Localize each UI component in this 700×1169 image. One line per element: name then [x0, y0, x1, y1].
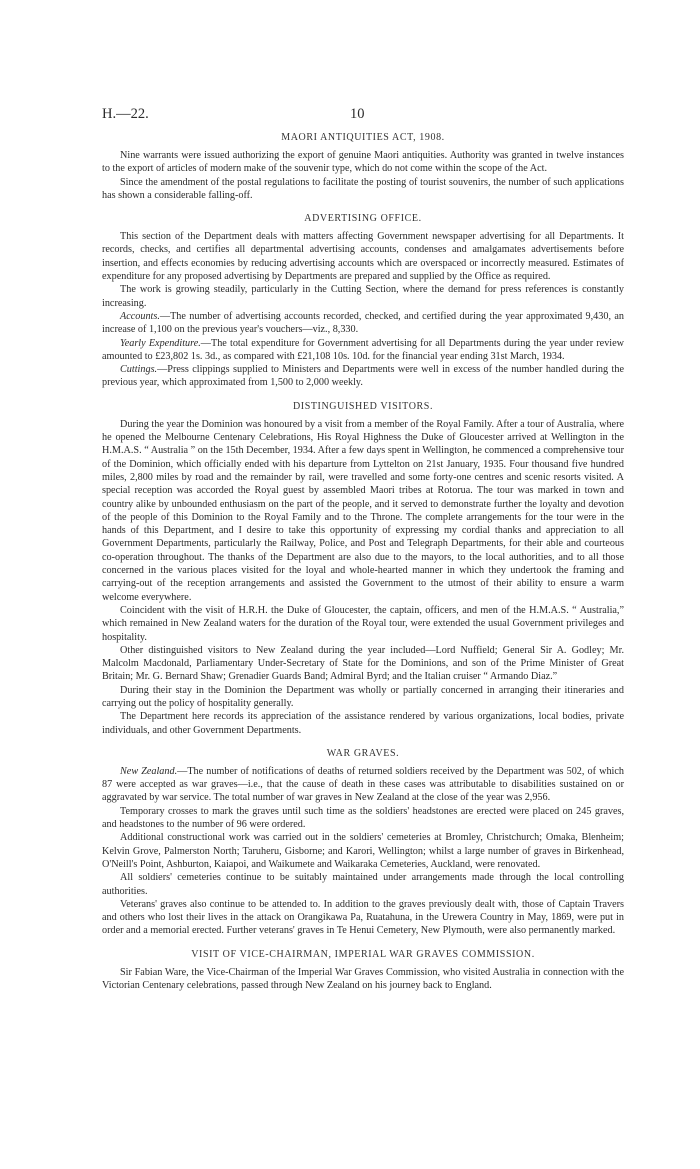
paragraph-text: Additional constructional work was carried out in the soldiers' cemeteries at Bromley, Christchurch; Omaka, Blenheim; Kelvin Grove, Palmerston North; Taruheru, Gisborne; and Karori, Wellington; whilst a large number of graves in Birkenhead, O'Neill's Point, Ashburton, Kaiapoi, and Waikumete and Waikaraka Cemeteries, Auckland, were renovated. [102, 832, 624, 870]
paragraph-lead: New Zealand. [120, 765, 178, 777]
document-body [102, 132, 624, 992]
paragraph [102, 644, 624, 684]
paragraph-text: Other distinguished visitors to New Zealand during the year included—Lord Nuffield; General Sir A. Godley; Mr. Malcolm Macdonald, Parliamentary Under-Secretary of State for the Dominions, and son of the Prime Minister of Great Britain; Mr. G. Bernard Shaw; Grenadier Guards Band; Admiral Byrd; and the Italian cruiser “ Armando Diaz.” [102, 644, 624, 683]
paragraph [102, 805, 624, 832]
paragraph-text: —The total expenditure for Government advertising for all Departments during the year under review amounted to £23,802 1s. 3d., as compared with £21,108 10s. 10d. for the financial year ending 31st March, 1934. [102, 337, 624, 362]
section-heading: WAR GRAVES. [326, 747, 400, 759]
page-number: 10 [350, 106, 365, 122]
section-heading: MAORI ANTIQUITIES ACT, 1908. [281, 132, 445, 143]
paragraph [102, 230, 624, 283]
paragraph [102, 604, 624, 644]
section-heading: VISIT OF VICE-CHAIRMAN, IMPERIAL WAR GRAVES COMMISSION. [191, 948, 535, 960]
paragraph-text: The work is growing steadily, particularly in the Cutting Section, where the demand for press references is constantly increasing. [102, 284, 624, 309]
paragraph [102, 283, 624, 310]
paragraph [102, 765, 624, 805]
paragraph [102, 871, 624, 898]
paragraph-text: The Department here records its appreciation of the assistance rendered by various organizations, local bodies, private individuals, and other Government Departments. [102, 711, 624, 736]
document-reference: H.—22. [102, 106, 149, 122]
paragraph-lead: Cuttings. [120, 364, 158, 376]
paragraph [102, 898, 624, 938]
paragraph-text: This section of the Department deals with matters affecting Government newspaper advertising for all Departments. It records, checks, and certifies all departmental advertising accounts, condenses and amalgamates advertisements before insertion, and effects economies by reducing advertising accounts which are overspaced or incorrectly measured. Estimates of expenditure for any proposed advertising by Departments are prepared and supplied by the Office as required. [102, 231, 624, 283]
paragraph [102, 337, 624, 364]
paragraph-text: Temporary crosses to mark the graves until such time as the soldiers' headstones are erected were placed on 245 graves, and headstones to the number of 96 were ordered. [102, 805, 624, 831]
paragraph-text: During their stay in the Dominion the Department was wholly or partially concerned in arranging their itineraries and carrying out the policy of hospitality generally. [102, 684, 624, 709]
paragraph-text: —The number of advertising accounts recorded, checked, and certified during the year approximated 9,430, an increase of 1,100 on the previous year's vouchers—viz., 8,330. [102, 310, 624, 336]
paragraph-text: All soldiers' cemeteries continue to be suitably maintained under arrangements made through the local controlling authorities. [102, 872, 624, 897]
paragraph [102, 684, 624, 711]
paragraph [102, 710, 624, 737]
paragraph-text: Veterans' graves also continue to be attended to. In addition to the graves previously dealt with, those of Captain Travers and others who lost their lives in the attack on Orangikawa Pa, Ruatahuna, in the Urewera Country in May, 1869, were put in order and a memorial erected. Further veterans' graves in Te Henui Cemetery, New Plymouth, were also permanently marked. [102, 898, 624, 937]
document-page [102, 106, 624, 992]
section-heading: ADVERTISING OFFICE. [304, 213, 422, 225]
paragraph [102, 831, 624, 871]
paragraph [102, 176, 624, 203]
paragraph [102, 966, 624, 993]
section-heading: DISTINGUISHED VISITORS. [292, 400, 434, 412]
paragraph-text: —Press clippings supplied to Ministers and Departments were well in excess of the number handled during the previous year, which approximated from 1,500 to 2,000 weekly. [102, 364, 624, 389]
paragraph [102, 418, 624, 604]
paragraph-text: Nine warrants were issued authorizing the export of genuine Maori antiquities. Authority was granted in twelve instances to the export of articles of modern make of the souvenir type, which do not come within the scope of the Act. [102, 150, 624, 175]
paragraph-text: —The number of notifications of deaths of returned soldiers received by the Department was 502, of which 87 were accepted as war graves—i.e., that the cause of death in these cases was attributable to disabilities sustained on or aggravated by war service. The total number of war graves in New Zealand at the close of the year was 2,956. [102, 765, 624, 804]
paragraph-lead: Accounts. [120, 310, 160, 322]
page-header [102, 106, 624, 124]
paragraph [102, 149, 624, 176]
paragraph-text: Sir Fabian Ware, the Vice-Chairman of the Imperial War Graves Commission, who visited Australia in connection with the Victorian Centenary celebrations, passed through New Zealand on his journey back to England. [102, 966, 624, 992]
paragraph [102, 310, 624, 337]
paragraph-text: During the year the Dominion was honoured by a visit from a member of the Royal Family. After a tour of Australia, where he opened the Melbourne Centenary Celebrations, His Royal Highness the Duke of Gloucester arrived at Wellington in the H.M.A.S. “ Australia ” on the 15th December, 1934. After a few days spent in Wellington, he commenced a comprehensive tour of the Dominion, which officially ended with his departure from Lyttelton on 21st January, 1935. Four thousand five hundred miles, 2,800 miles by road and the remainder by rail, were travelled and some forty-one centres and scenic resorts visited. A special reception was accorded the Royal guest by assembled Maori tribes at Rotorua. The tour was marked in town and country alike by unbounded enthusiasm on the part of the people, and it served to demonstrate further the loyalty and devotion of the people of this Dominion to the Royal Family and to the Throne. The complete arrangements for the tour were in the hands of this Department, and I desire to take this opportunity of expressing my cordial thanks and appreciation to all Government Departments, particularly the Railway, Police, and Post and Telegraph Departments, for their able and courteous co-operation throughout. The thanks of the Department are also due to the mayors, to the local authorities, and to all those concerned in the various places visited for the loyal and whole-hearted manner in which they undertook the framing and carrying-out of the reception arrangements and assisted the Government to the utmost of their ability to ensure a warm welcome everywhere. [102, 418, 624, 603]
paragraph-text: Since the amendment of the postal regulations to facilitate the posting of tourist souvenirs, the number of such applications has shown a considerable falling-off. [102, 176, 624, 201]
paragraph-text: Coincident with the visit of H.R.H. the Duke of Gloucester, the captain, officers, and men of the H.M.A.S. “ Australia,” which remained in New Zealand waters for the duration of the Royal tour, were extended the usual Government privileges and hospitality. [102, 604, 624, 643]
paragraph [102, 363, 624, 390]
paragraph-lead: Yearly Expenditure. [120, 337, 201, 349]
